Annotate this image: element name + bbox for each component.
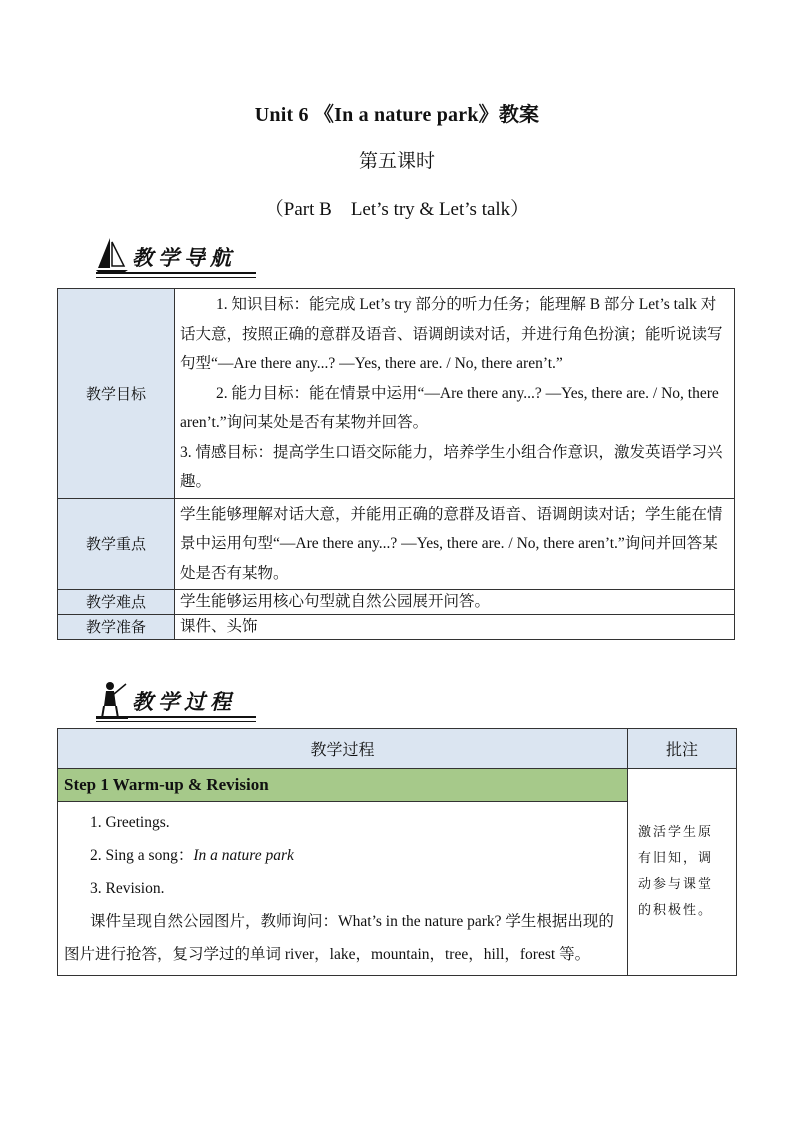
step-title: Step 1 Warm-up & Revision — [58, 769, 628, 802]
process-table — [57, 728, 737, 976]
row-label-difficulty: 教学难点 — [58, 590, 175, 615]
preparation-content: 课件、头饰 — [175, 615, 735, 640]
table-header-row — [58, 729, 737, 769]
section-label-nav: 教学导航 — [132, 246, 236, 270]
column-header-notes: 批注 — [628, 729, 737, 769]
table-row — [58, 289, 735, 499]
table-row — [58, 769, 737, 802]
goal-knowledge: 1. 知识目标：能完成 Let’s try 部分的听力任务；能理解 B 部分 Let’s talk 对话大意，按照正确的意群及语音、语调朗读对话，并进行角色扮演；能听说读写句型“—Are there any...? —Yes, there are. / No, there aren’t.” — [180, 296, 723, 372]
step-body — [58, 802, 628, 976]
goals-content — [175, 289, 735, 499]
goals-table — [57, 288, 735, 640]
step-item-song — [64, 839, 621, 872]
table-row — [58, 590, 735, 615]
section-heading-process — [92, 678, 262, 722]
section-underline — [96, 272, 256, 278]
note-cell: 激活学生原有旧知，调动参与课堂的积极性。 — [628, 769, 737, 976]
document-title: Unit 6 《In a nature park》教案 — [254, 104, 540, 126]
revision-paragraph: 课件呈现自然公园图片，教师询问：What’s in the nature park? 学生根据出现的图片进行抢答，复习学过的单词 river，lake，mountain，tree，hill，forest 等。 — [64, 913, 614, 963]
song-title: In a nature park — [193, 847, 294, 864]
song-prefix: 2. Sing a song： — [90, 847, 194, 864]
row-label-goals: 教学目标 — [58, 289, 175, 499]
goal-ability: 2. 能力目标：能在情景中运用“—Are there any...? —Yes, there are. / No, there aren’t.”询问某处是否有某物并回答。 — [180, 384, 719, 431]
row-label-key-points: 教学重点 — [58, 498, 175, 590]
lesson-part: （Part B Let’s try & Let’s talk） — [264, 199, 530, 220]
section-label-process: 教学过程 — [132, 690, 236, 714]
goal-emotion: 3. 情感目标：提高学生口语交际能力，培养学生小组合作意识，激发英语学习兴趣。 — [180, 443, 723, 490]
column-header-process: 教学过程 — [58, 729, 628, 769]
step-item-greetings: 1. Greetings. — [90, 814, 170, 831]
section-heading-nav — [92, 234, 262, 278]
table-row — [58, 498, 735, 590]
row-label-preparation: 教学准备 — [58, 615, 175, 640]
step-item-revision: 3. Revision. — [90, 880, 165, 897]
lesson-number: 第五课时 — [358, 151, 435, 172]
difficulty-content: 学生能够运用核心句型就自然公园展开问答。 — [175, 590, 735, 615]
key-points-content: 学生能够理解对话大意，并能用正确的意群及语音、语调朗读对话；学生能在情景中运用句型“—Are there any...? —Yes, there are. / No, there aren’t.”询问并回答某处是否有某物。 — [175, 498, 735, 590]
section-underline — [96, 716, 256, 722]
table-row — [58, 615, 735, 640]
